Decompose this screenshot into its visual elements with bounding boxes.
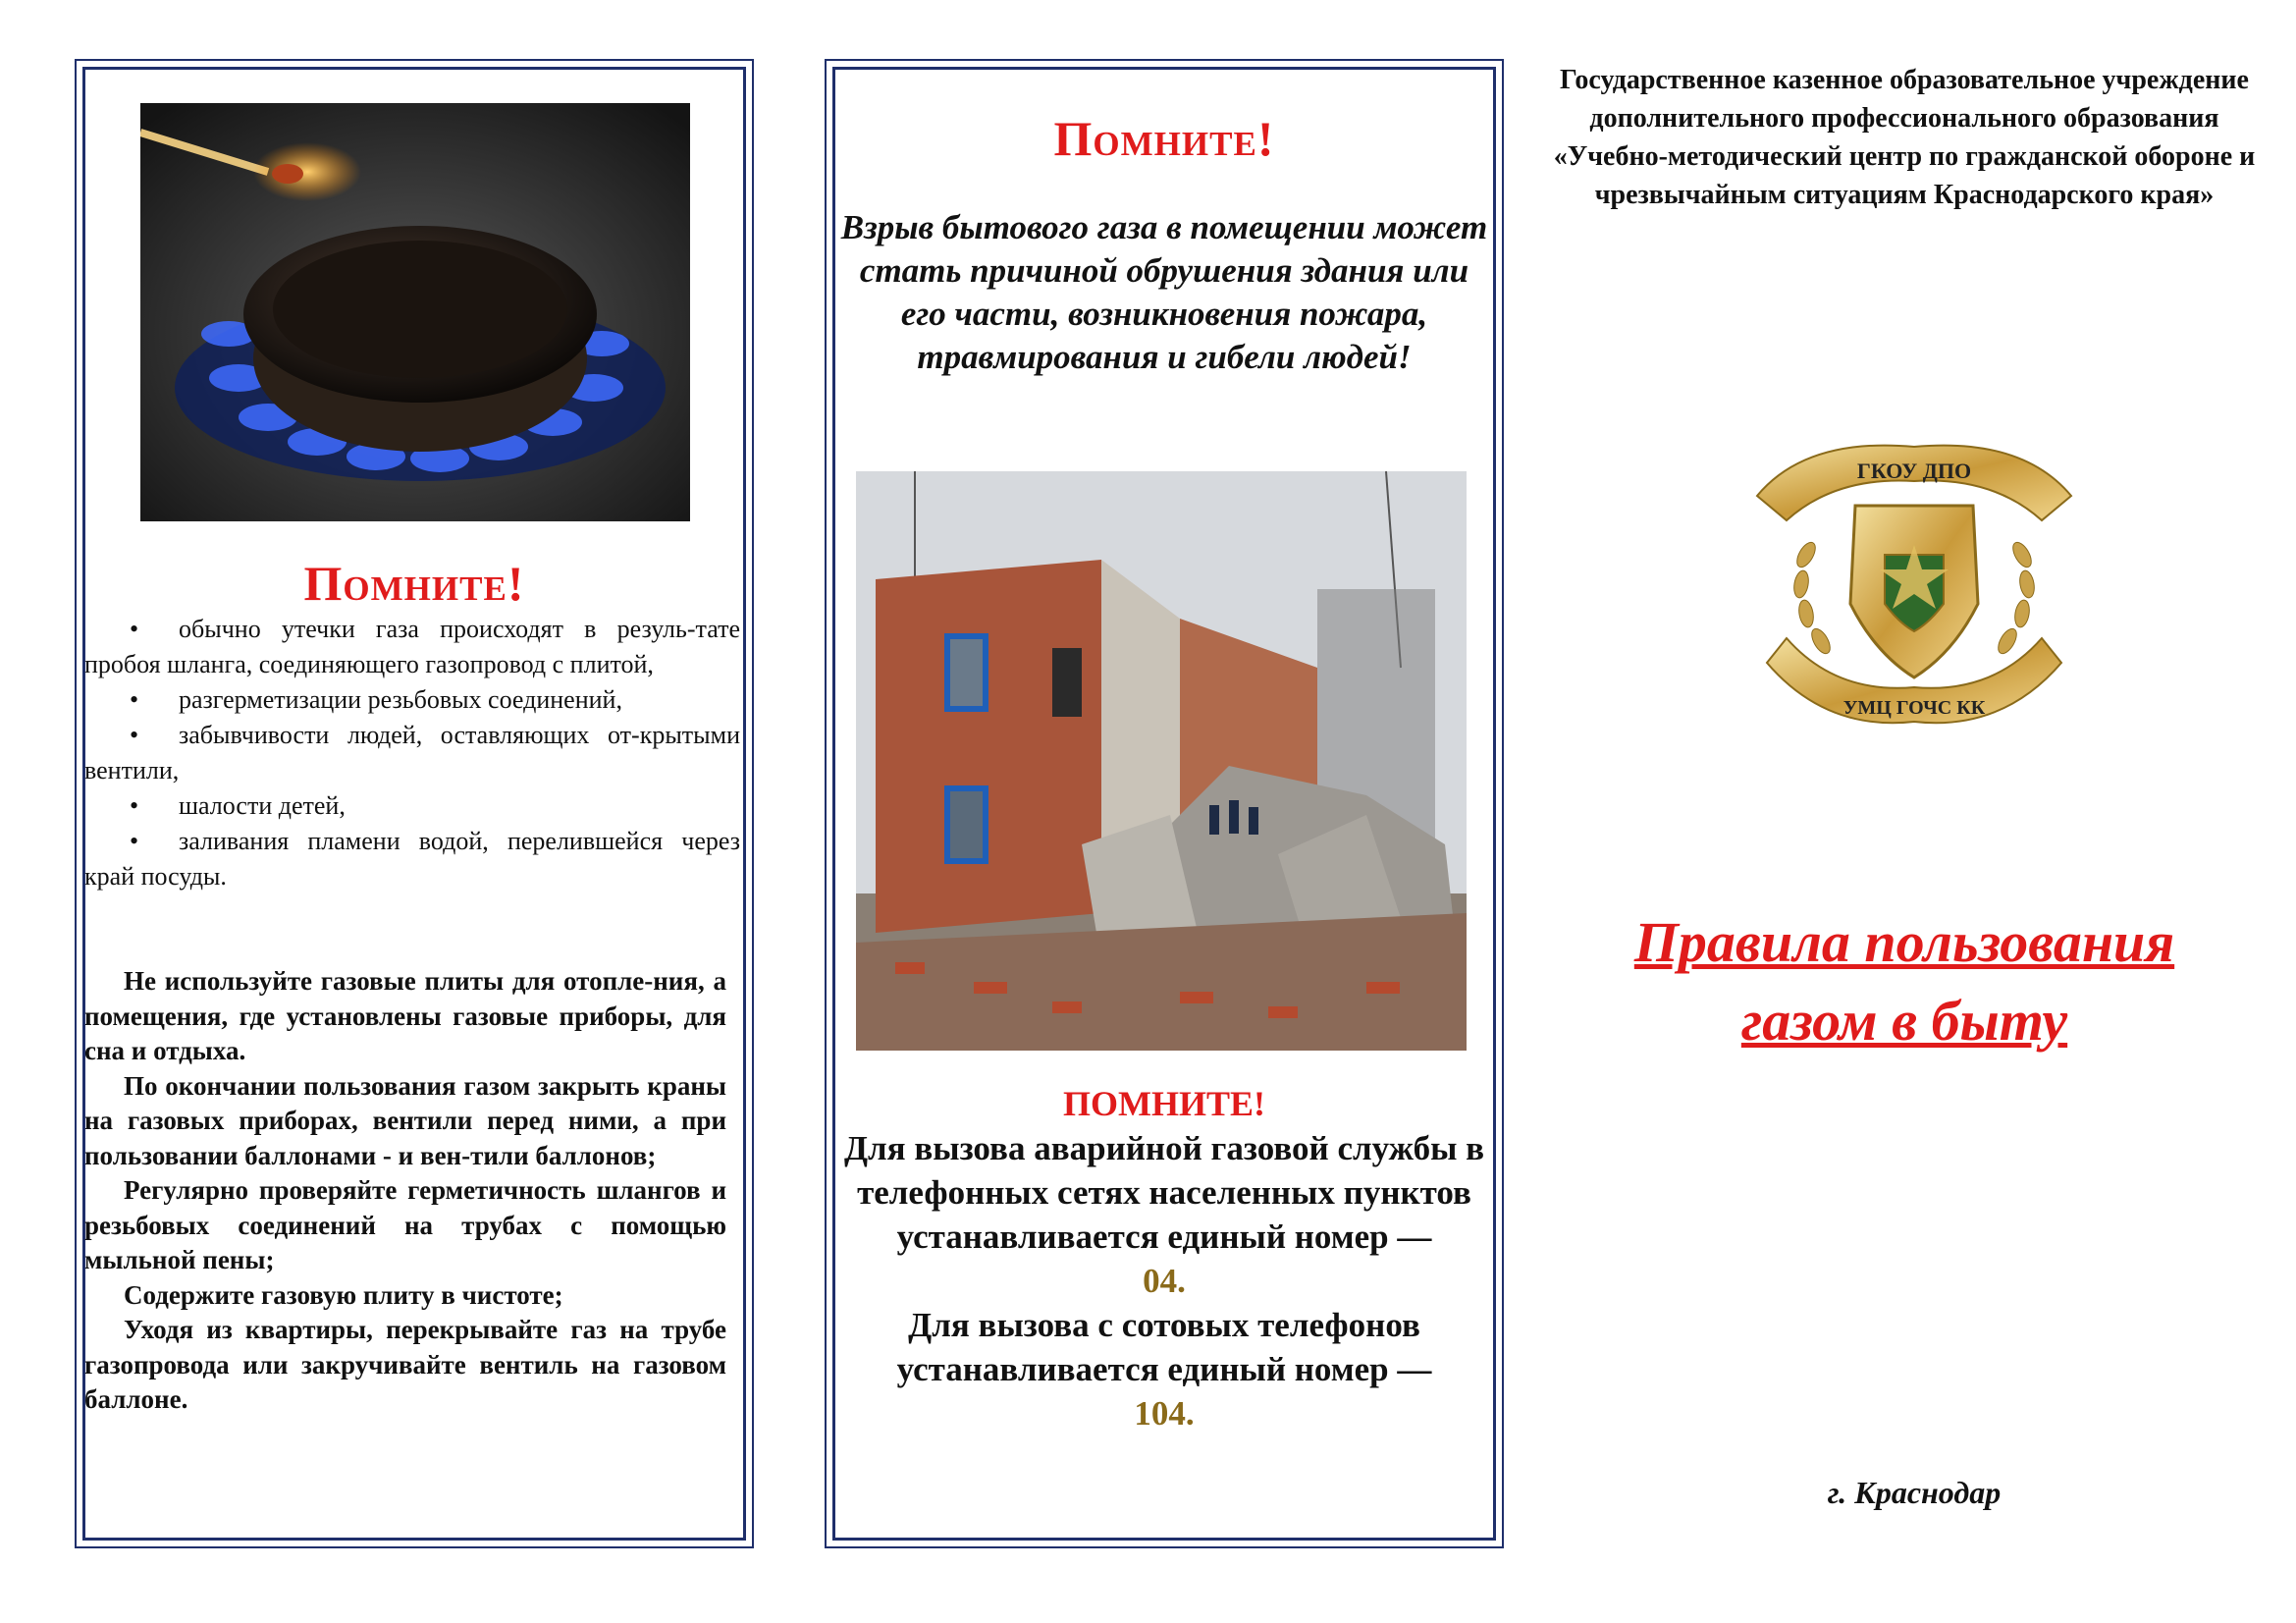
emergency-text-2: Для вызова с сотовых телефонов устанавливается единый номер — (896, 1306, 1432, 1388)
emergency-number-04: 04. (1143, 1262, 1186, 1300)
organization-name: Государственное казенное образовательное учреждение дополнительного профессионального образования «Учебно-методический центр по гражданской обороне и чрезвычайным ситуациям Краснодарского края» (1553, 65, 2256, 210)
list-item: • заливания пламени водой, перелившейся через край посуды. (84, 824, 740, 894)
emergency-info (840, 1082, 1488, 1435)
collapsed-building-photo (856, 471, 1467, 1051)
explosion-warning: Взрыв бытового газа в помещении может стать причиной обрушения здания или его части, возникновения пожара, травмирования и гибели людей! (840, 208, 1488, 376)
main-title-line-1: Правила пользования (1633, 910, 2175, 974)
list-item: • шалости детей, (84, 788, 740, 824)
main-title-line-2: газом в быту (1740, 989, 2068, 1053)
list-item: • разгерметизации резьбовых соединений, (84, 682, 740, 718)
emblem-top-text: ГКОУ ДПО (1856, 459, 1972, 483)
gas-leak-causes-list (84, 612, 740, 894)
organization-emblem (1747, 437, 2081, 741)
gas-burner-photo (140, 103, 690, 521)
rule-paragraph: По окончании пользования газом закрыть краны на газовых приборах, вентили перед ними, а при пользовании баллонами - и вен-тили баллонов; (84, 1070, 726, 1170)
rule-paragraph: Уходя из квартиры, перекрывайте газ на трубе газопровода или закручивайте вентиль на газовом баллоне. (84, 1315, 726, 1414)
rule-paragraph: Регулярно проверяйте герметичность шлангов и резьбовых соединений на трубах с помощью мыльной пены; (84, 1175, 726, 1274)
left-remember-title (75, 555, 754, 612)
emblem-bottom-text: УМЦ ГОЧС КК (1842, 697, 1986, 719)
rule-paragraph: Не используйте газовые плиты для отопле-ния, а помещения, где установлены газовые приборы, для сна и отдыха. (84, 966, 726, 1065)
rule-paragraph: Содержите газовую плиту в чистоте; (124, 1279, 563, 1310)
list-item: • забывчивости людей, оставляющих от-крытыми вентили, (84, 718, 740, 788)
main-title (1531, 903, 2277, 1060)
safety-rules (84, 964, 726, 1418)
list-item: • обычно утечки газа происходят в резуль-тате пробоя шланга, соединяющего газопровод с плитой, (84, 612, 740, 682)
city-name: г. Краснодар (1827, 1475, 2002, 1510)
middle-remember-title (825, 110, 1504, 167)
emergency-title: ПОМНИТЕ! (1063, 1084, 1265, 1123)
emergency-text-1: Для вызова аварийной газовой службы в телефонных сетях населенных пунктов устанавливается единый номер — (843, 1129, 1485, 1256)
emblem-icon (1747, 437, 2081, 741)
gas-burner-icon (140, 103, 690, 521)
title-rest: омните! (343, 556, 525, 611)
emergency-number-104: 104. (1134, 1394, 1195, 1433)
title-initial: П (1053, 111, 1094, 166)
collapsed-building-icon (856, 471, 1467, 1051)
title-rest: омните! (1093, 111, 1275, 166)
title-initial: П (303, 556, 344, 611)
